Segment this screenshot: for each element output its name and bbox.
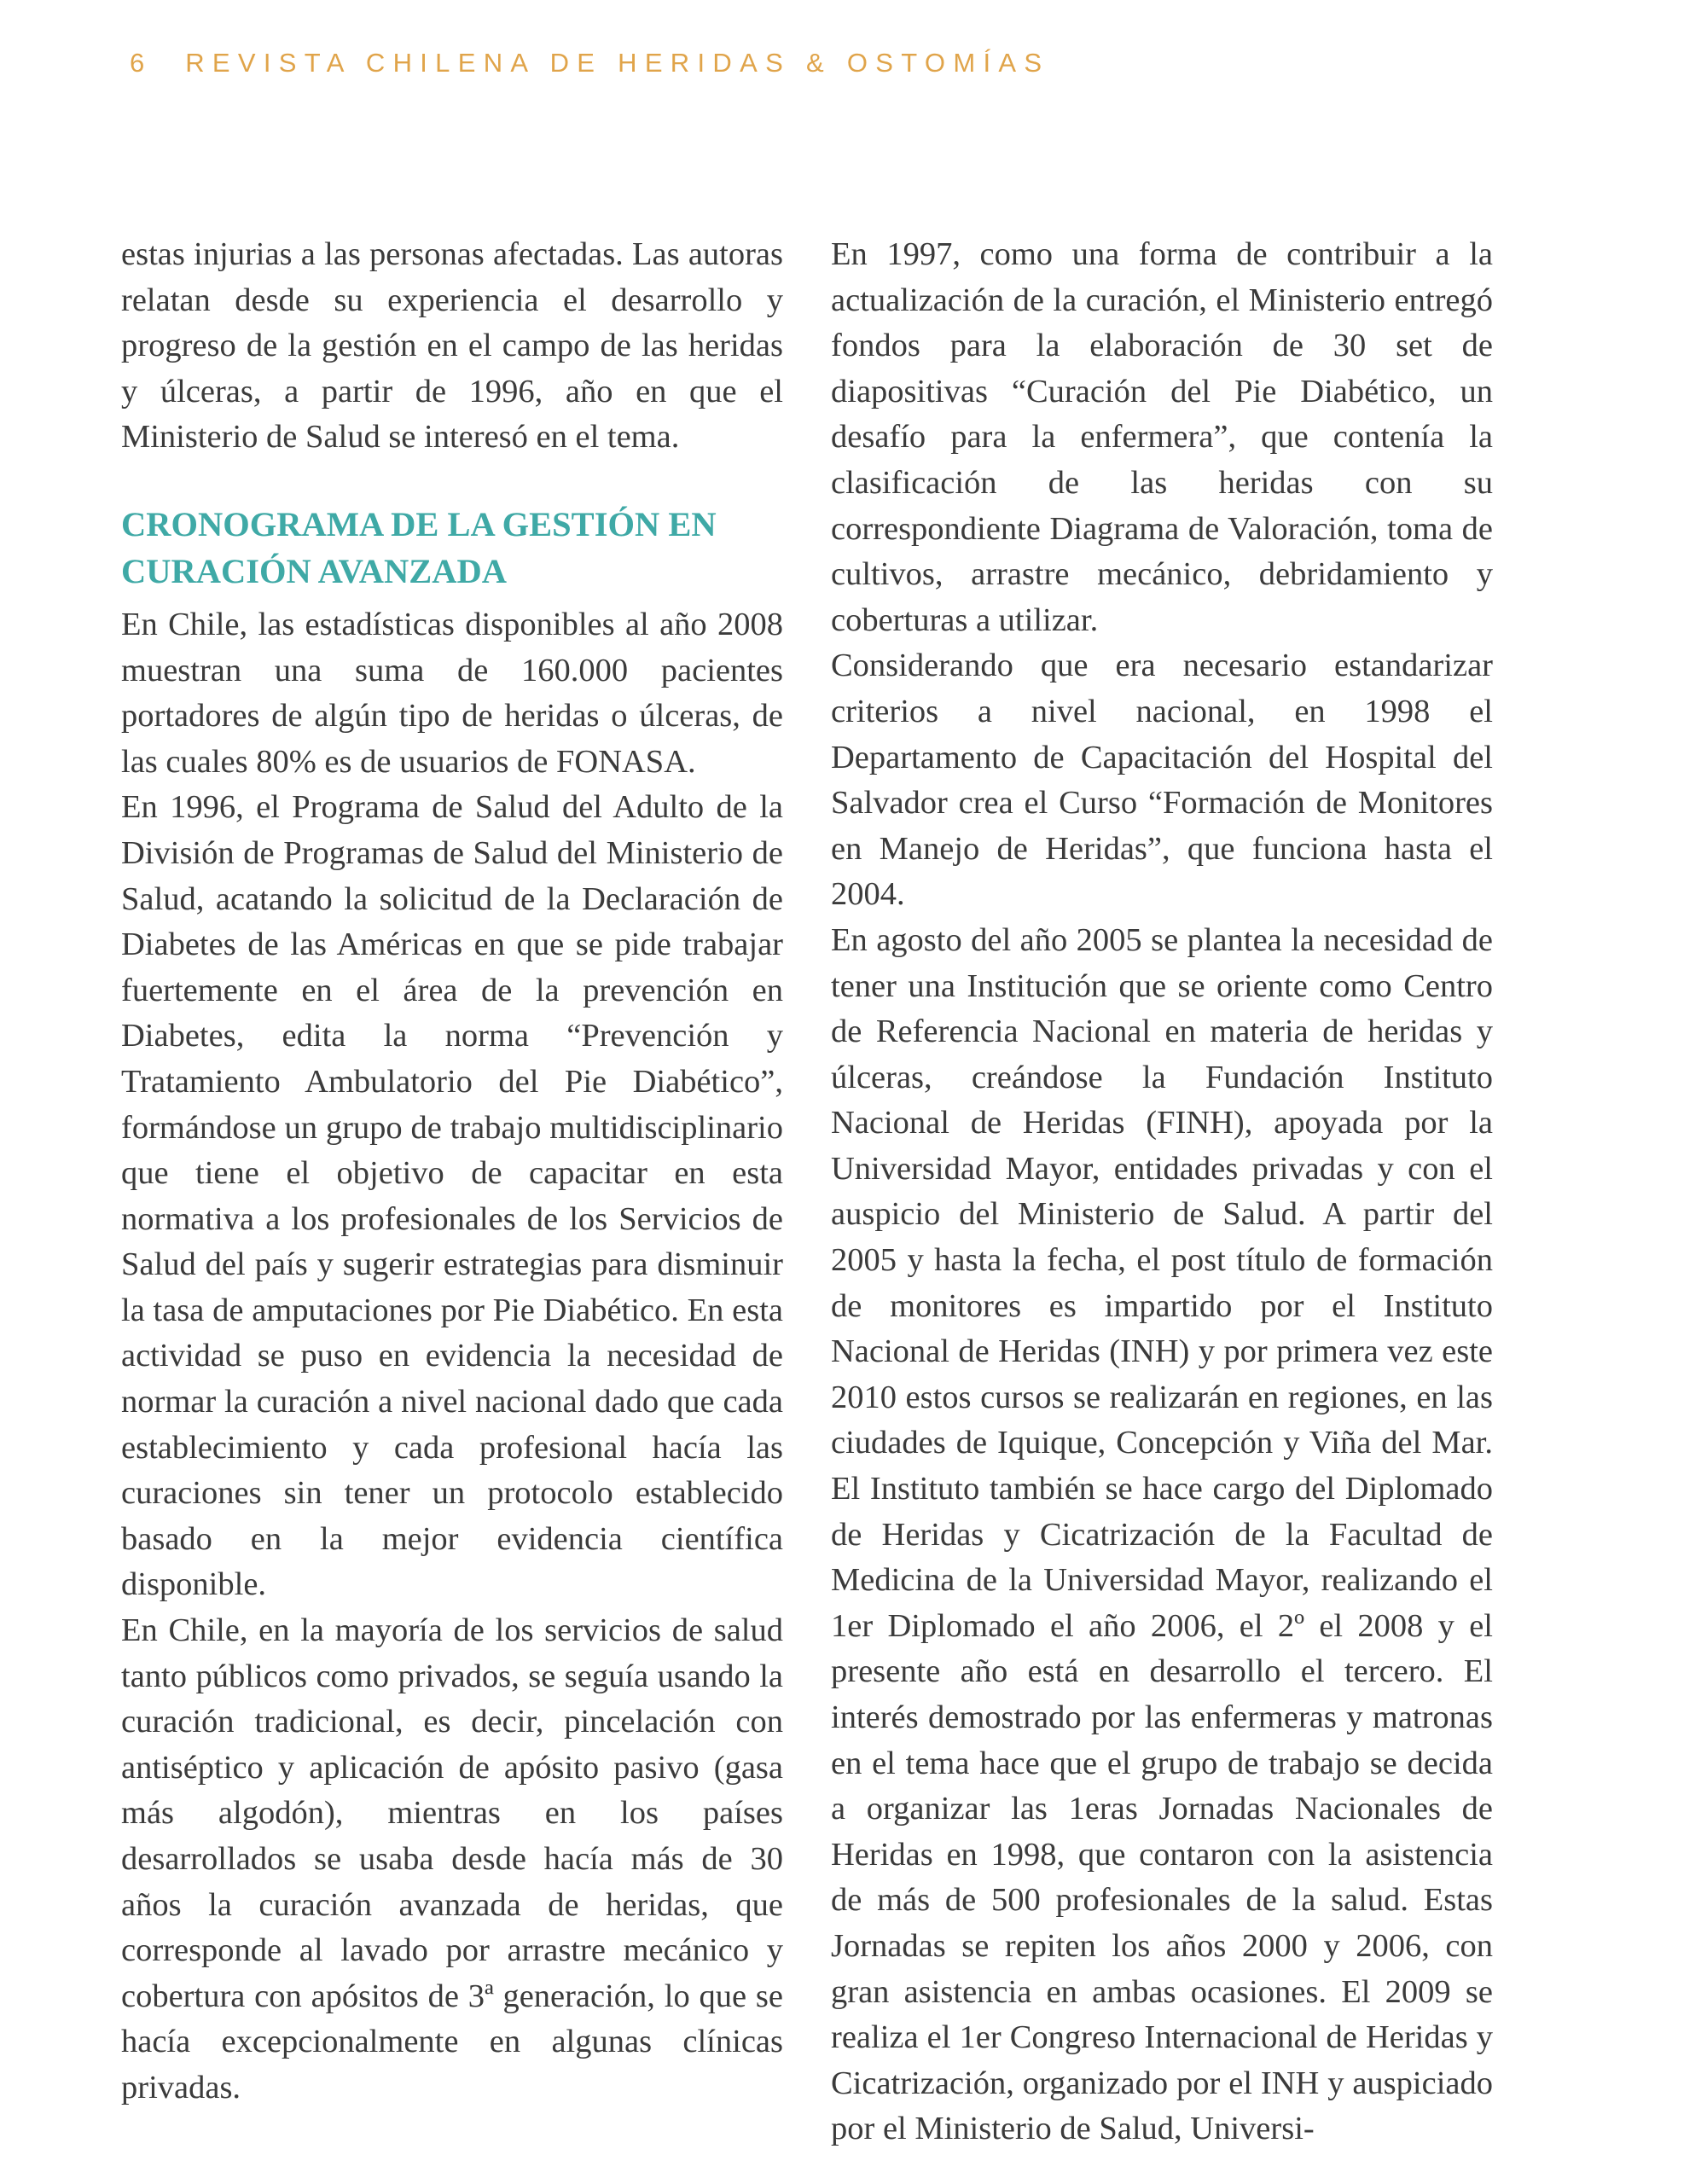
paragraph-1997: En 1997, como una forma de contribuir a la actualización de la curación, el Ministerio entregó fondos para la elaboración de 30 set de diapositivas “Curación del Pie Diabético, un desafío para la enfermera”, que contenía la clasificación de las heridas con su correspondiente Diagrama de Valoración, toma de cultivos, arrastre mecánico, debridamiento y coberturas a utilizar. [831,236,1493,638]
paragraph-statistics-2008: En Chile, las estadísticas disponibles al año 2008 muestran una suma de 160.000 pacientes portadores de algún tipo de heridas o úlceras, de las cuales 80% es de usuarios de FONASA. [121,606,783,780]
section-heading-line1: CRONOGRAMA DE LA GESTIÓN EN [121,504,717,543]
paragraph-1998: Considerando que era necesario estandarizar criterios a nivel nacional, en 1998 el Departamento de Capacitación del Hospital del Salvador crea el Curso “Formación de Monitores en Manejo de Heridas”, que funciona hasta el 2004. [831,648,1493,913]
paragraph-2005: En agosto del año 2005 se plantea la necesidad de tener una Institución que se oriente como Centro de Referencia Nacional en materia de heridas y úlceras, creándose la Fundación Instituto Nacional de Heridas (FINH), apoyada por la Universidad Mayor, entidades privadas y con el auspicio del Ministerio de Salud. A partir del 2005 y hasta la fecha, el post título de formación de monitores es impartido por el Instituto Nacional de Heridas (INH) y por primera vez este 2010 estos cursos se realizarán en regiones, en las ciudades de Iquique, Concepción y Viña del Mar. El Instituto también se hace cargo del Diplomado de Heridas y Cicatrización de la Facultad de Medicina de la Universidad Mayor, realizando el 1er Diplomado el año 2006, el 2º el 2008 y el presente año está en desarrollo el tercero. El interés demostrado por las enfermeras y matronas en el tema hace que el grupo de trabajo se decida a organizar las 1eras Jornadas Nacionales de Heridas en 1998, que contaron con la asistencia de más de 500 profesionales de la salud. Estas Jornadas se repiten los años 2000 y 2006, con gran asistencia en ambas ocasiones. El 2009 se realiza el 1er Congreso Internacional de Heridas y Cicatrización, organizado por el INH y auspiciado por el Ministerio de Salud, Universi- [831,921,1493,2147]
left-column [121,232,783,2111]
paragraph-program-1996: En 1996, el Programa de Salud del Adulto de la División de Programas de Salud del Ministerio de Salud, acatando la solicitud de la Declaración de Diabetes de las Américas en que se pide trabajar fuertemente en el área de la prevención en Diabetes, edita la norma “Prevención y Tratamiento Ambulatorio del Pie Diabético”, formándose un grupo de trabajo multidisciplinario que tiene el objetivo de capacitar en esta normativa a los profesionales de los Servicios de Salud del país y sugerir estrategias para disminuir la tasa de amputaciones por Pie Diabético. En esta actividad se puso en evidencia la necesidad de normar la curación a nivel nacional dado que cada establecimiento y cada profesional hacía las curaciones sin tener un protocolo establecido basado en la mejor evidencia científica disponible. [121,789,783,1603]
section-heading-line2: CURACIÓN AVANZADA [121,551,507,590]
paragraph-health-services: En Chile, en la mayoría de los servicios de salud tanto públicos como privados, se seguía usando la curación tradicional, es decir, pincelación con antiséptico y aplicación de apósito pasivo (gasa más algodón), mientras en los países desarrollados se usaba desde hacía más de 30 años la curación avanzada de heridas, que corresponde al lavado por arrastre mecánico y cobertura con apósitos de 3ª generación, lo que se hacía excepcionalmente en algunas clínicas privadas. [121,1612,783,2106]
intro-paragraph: estas injurias a las personas afectadas. Las autoras relatan desde su experiencia el desarrollo y progreso de la gestión en el campo de las heridas y úlceras, a partir de 1996, año en que el Ministerio de Salud se interesó en el tema. [121,236,783,456]
section-heading [121,501,783,595]
journal-title: REVISTA CHILENA DE HERIDAS & OSTOMÍAS [185,48,1050,78]
running-header [130,44,1049,82]
page-number: 6 [130,48,145,78]
right-column [831,232,1493,2152]
